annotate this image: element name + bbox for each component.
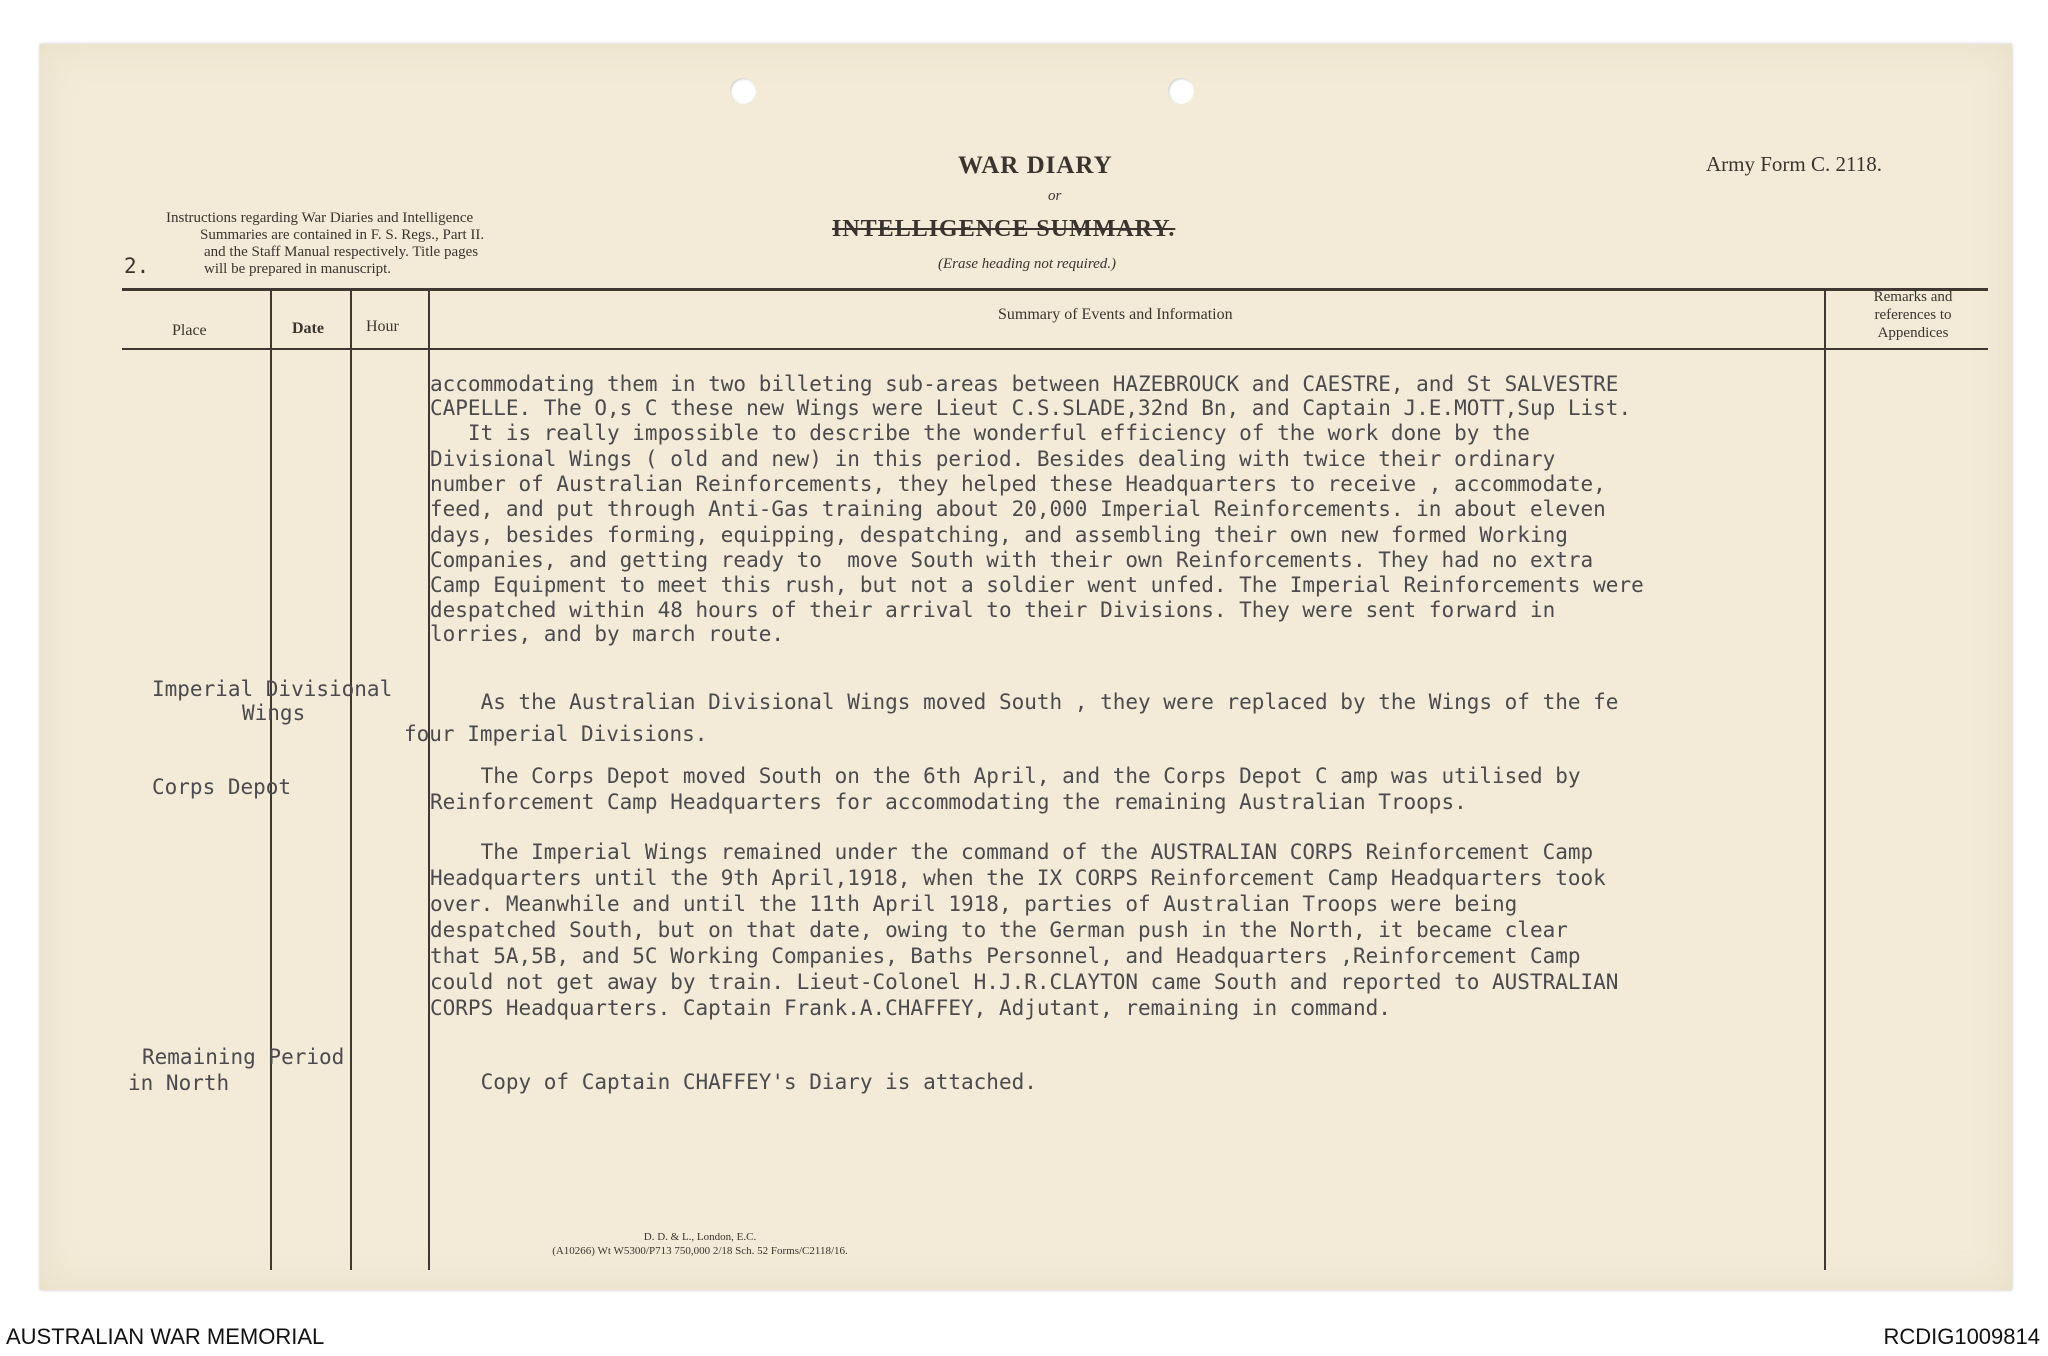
instructions-line: Summaries are contained in F. S. Regs., Part II. (200, 227, 485, 243)
diary-line: could not get away by train. Lieut-Colonel H.J.R.CLAYTON came South and reported to AUSTRALIAN (430, 970, 1619, 994)
diary-line: days, besides forming, equipping, despatching, and assembling their own new formed Working (430, 523, 1568, 547)
diary-line: lorries, and by march route. (430, 622, 785, 646)
diary-line: CORPS Headquarters. Captain Frank.A.CHAFFEY, Adjutant, remaining in command. (430, 996, 1391, 1020)
instructions-line: and the Staff Manual respectively. Title pages (204, 244, 479, 260)
title-intelligence-summary: INTELLIGENCE SUMMARY. (832, 216, 1176, 242)
column-header-remarks (1842, 288, 1984, 342)
footer-record-id: RCDIG1009814 (1883, 1324, 2040, 1349)
diary-line: It is really impossible to describe the wonderful efficiency of the work done by the (430, 421, 1530, 445)
table-top-rule (122, 288, 1988, 291)
footer-institution: AUSTRALIAN WAR MEMORIAL (6, 1324, 325, 1349)
margin-note-corps-depot: Corps Depot (152, 775, 292, 799)
diary-line: The Imperial Wings remained under the command of the AUSTRALIAN CORPS Reinforcement Camp (430, 840, 1594, 864)
column-header-summary: Summary of Events and Information (998, 306, 1233, 323)
title-erase-note: (Erase heading not required.) (938, 256, 1117, 272)
diary-line: As the Australian Divisional Wings moved South , they were replaced by the Wings of the fe (430, 690, 1619, 714)
diary-line: CAPELLE. The O,s C these new Wings were Lieut C.S.SLADE,32nd Bn, and Captain J.E.MOTT,Sup List. (430, 396, 1632, 420)
punch-hole-left (730, 78, 756, 104)
diary-line: number of Australian Reinforcements, they helped these Headquarters to receive , accommodate, (430, 472, 1606, 496)
instructions-text (166, 210, 616, 278)
diary-line: despatched within 48 hours of their arrival to their Divisions. They were sent forward in (430, 598, 1556, 622)
page-number: 2. (124, 254, 150, 278)
diary-line: Camp Equipment to meet this rush, but not a soldier went unfed. The Imperial Reinforcements were (430, 573, 1644, 597)
imprint-line: (A10266) Wt W5300/P713 750,000 2/18 Sch. 52 Forms/C2118/16. (552, 1245, 848, 1257)
remarks-header-line: Appendices (1877, 325, 1949, 341)
diary-line: four Imperial Divisions. (404, 722, 708, 746)
remarks-header-line: Remarks and (1873, 289, 1953, 305)
column-header-hour: Hour (366, 318, 399, 335)
diary-line: feed, and put through Anti-Gas training about 20,000 Imperial Reinforcements. in about eleven (430, 497, 1606, 521)
margin-note-remaining: Remaining Period (142, 1045, 345, 1069)
column-header-date: Date (292, 320, 324, 337)
punch-hole-right (1168, 78, 1194, 104)
remarks-header-line: references to (1874, 307, 1952, 323)
margin-note-wings: Wings (242, 701, 306, 725)
instructions-line: will be prepared in manuscript. (204, 261, 392, 277)
diary-line: Copy of Captain CHAFFEY's Diary is attached. (430, 1070, 1037, 1094)
diary-line: Divisional Wings ( old and new) in this period. Besides dealing with twice their ordinary (430, 447, 1556, 471)
table-header-rule (122, 348, 1988, 350)
diary-line: Companies, and getting ready to move South with their own Reinforcements. They had no extra (430, 548, 1594, 572)
diary-line: despatched South, but on that date, owing to the German push in the North, it became clear (430, 918, 1568, 942)
printer-imprint (500, 1230, 900, 1258)
diary-line: accommodating them in two billeting sub-areas between HAZEBROUCK and CAESTRE, and St SALVESTRE (430, 372, 1619, 396)
diary-line: over. Meanwhile and until the 11th April 1918, parties of Australian Troops were being (430, 892, 1518, 916)
column-rule-date (350, 290, 352, 1270)
column-rule-remarks (1824, 288, 1826, 1270)
instructions-line: Instructions regarding War Diaries and Intelligence (166, 210, 474, 226)
diary-line: that 5A,5B, and 5C Working Companies, Baths Personnel, and Headquarters ,Reinforcement Camp (430, 944, 1581, 968)
margin-note-north: in North (128, 1071, 230, 1095)
diary-line: Reinforcement Camp Headquarters for accommodating the remaining Australian Troops. (430, 790, 1467, 814)
army-form-number: Army Form C. 2118. (1706, 152, 1882, 176)
diary-line: The Corps Depot moved South on the 6th April, and the Corps Depot C amp was utilised by (430, 764, 1581, 788)
column-header-place: Place (172, 322, 207, 339)
diary-line: Headquarters until the 9th April,1918, when the IX CORPS Reinforcement Camp Headquarters took (430, 866, 1606, 890)
title-or: or (1048, 188, 1062, 204)
margin-note-imperial: Imperial Divisional (152, 677, 393, 701)
title-war-diary: WAR DIARY (958, 152, 1113, 179)
imprint-line: D. D. & L., London, E.C. (643, 1231, 757, 1243)
